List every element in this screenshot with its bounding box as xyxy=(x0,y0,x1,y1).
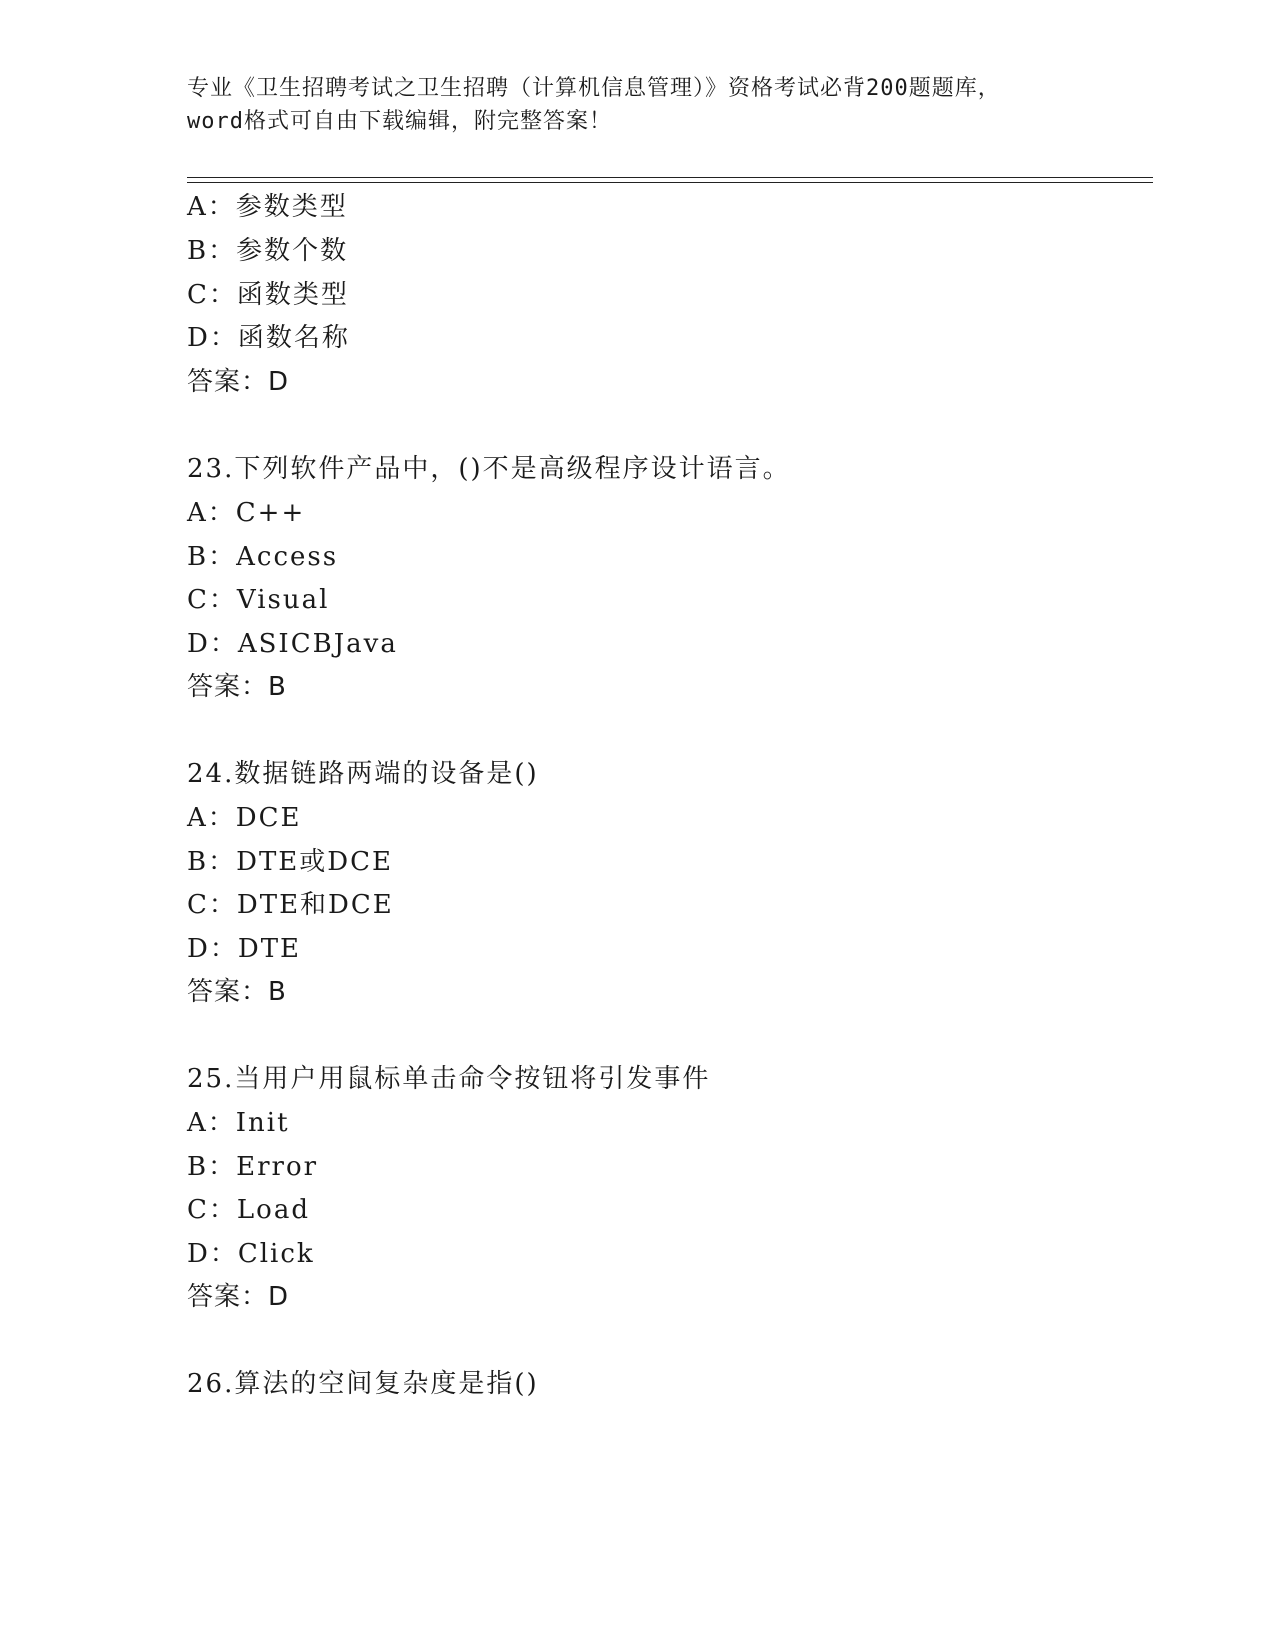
answer-label: 答案：D xyxy=(187,367,290,397)
option-c: C：DTE和DCE xyxy=(187,890,394,920)
header-line-1: 专业《卫生招聘考试之卫生招聘（计算机信息管理）》资格考试必背200题题库， xyxy=(187,76,1001,101)
header-line-2: word格式可自由下载编辑，附完整答案！ xyxy=(187,109,612,134)
option-d: D：ASICBJava xyxy=(187,629,398,659)
answer-label: 答案：D xyxy=(187,1282,290,1312)
option-c: C：Load xyxy=(187,1195,310,1225)
question-text: 24.数据链路两端的设备是() xyxy=(187,759,539,789)
option-a: A：DCE xyxy=(187,803,302,833)
option-a: A：参数类型 xyxy=(187,192,348,222)
header-divider-bottom xyxy=(187,182,1153,183)
option-b: B：参数个数 xyxy=(187,236,349,266)
option-c: C：函数类型 xyxy=(187,280,349,310)
option-a: A：C++ xyxy=(187,498,306,528)
option-c: C：Visual xyxy=(187,585,330,615)
answer-label: 答案：B xyxy=(187,672,287,702)
option-d: D：Click xyxy=(187,1239,315,1269)
answer-label: 答案：B xyxy=(187,977,287,1007)
option-b: B：Access xyxy=(187,542,339,572)
header-divider-top xyxy=(187,177,1153,178)
option-d: D：DTE xyxy=(187,934,302,964)
option-b: B：DTE或DCE xyxy=(187,847,393,877)
option-a: A：Init xyxy=(187,1108,290,1138)
question-text: 26.算法的空间复杂度是指() xyxy=(187,1369,539,1399)
option-d: D：函数名称 xyxy=(187,323,350,353)
question-text: 25.当用户用鼠标单击命令按钮将引发事件 xyxy=(187,1064,711,1094)
question-text: 23.下列软件产品中，()不是高级程序设计语言。 xyxy=(187,454,791,484)
option-b: B：Error xyxy=(187,1152,319,1182)
document-header xyxy=(187,72,1087,138)
